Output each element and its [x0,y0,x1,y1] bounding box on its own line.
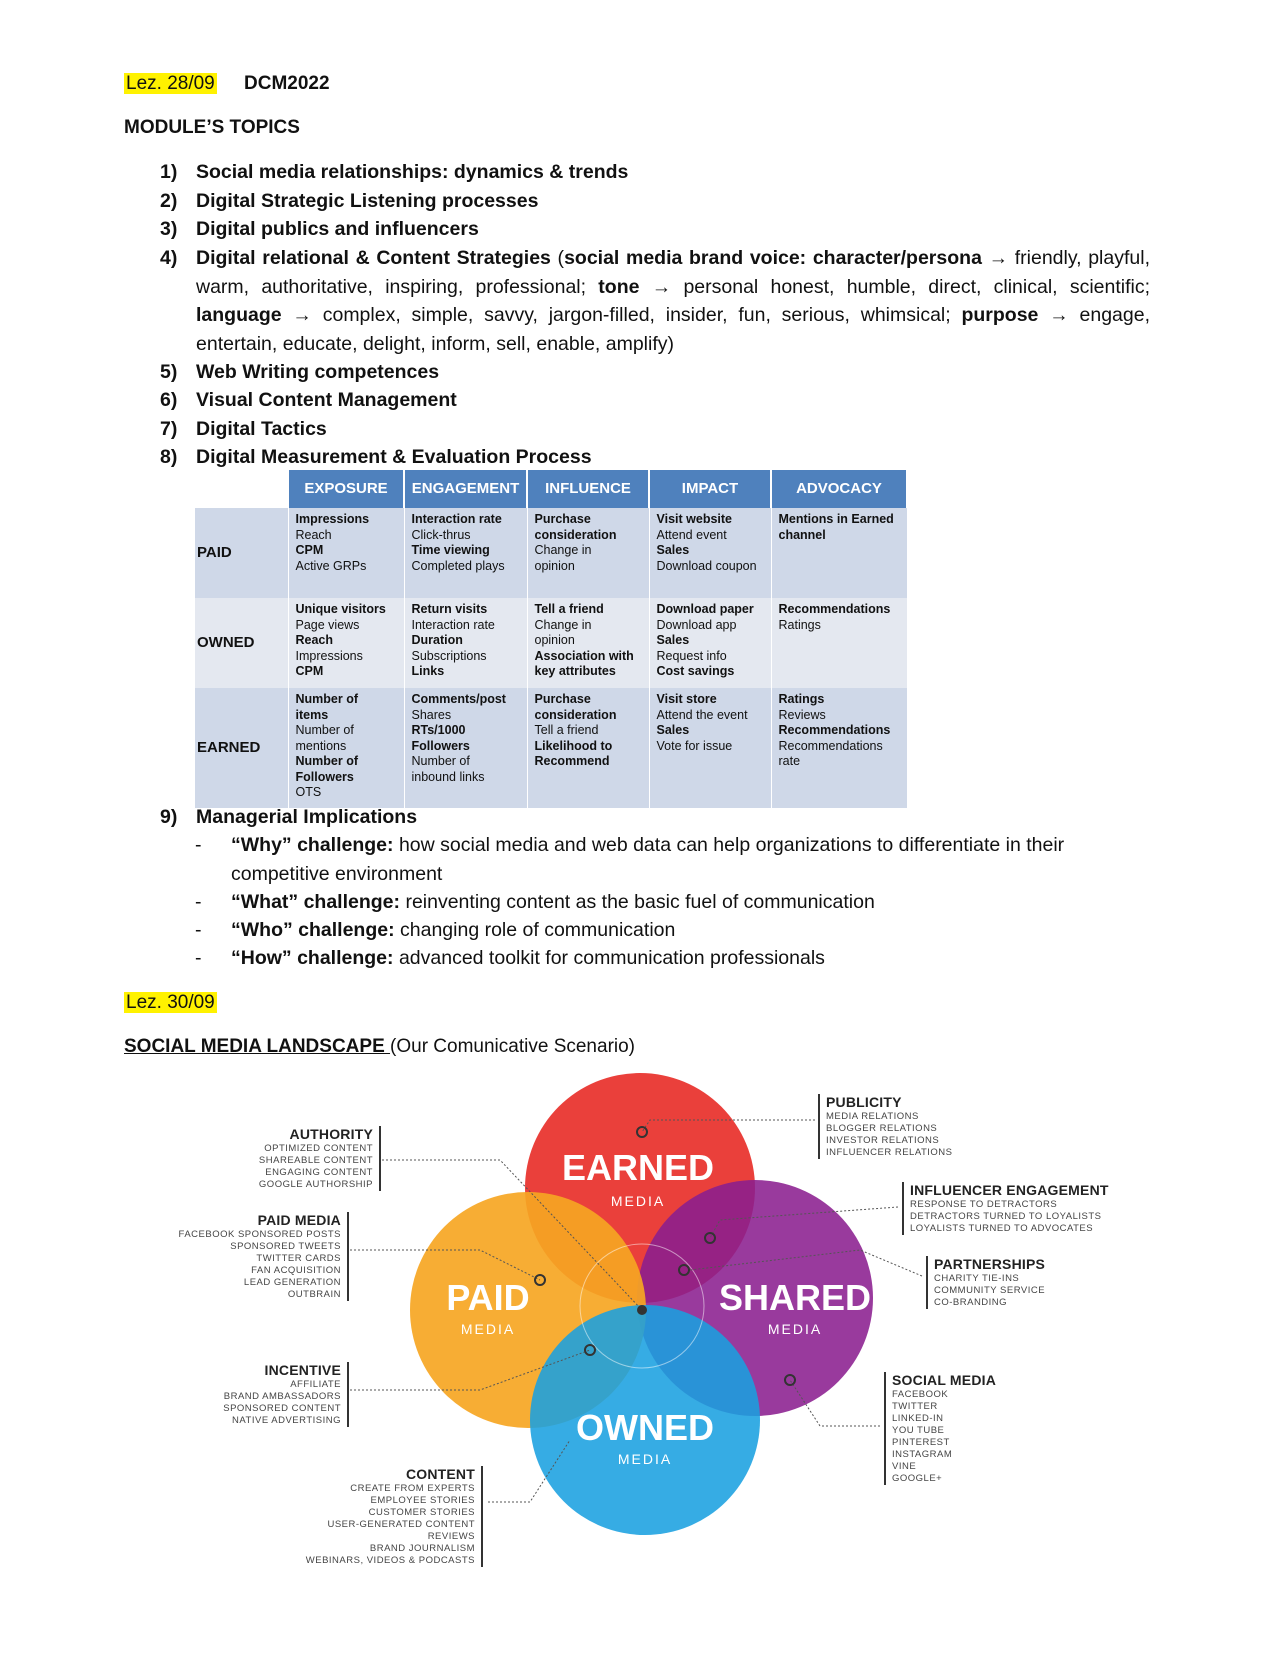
cell-line: items [295,707,329,722]
implication-item: - “Who” challenge: changing role of communication [195,919,676,941]
label-item: AFFILIATE [290,1379,341,1390]
label-title: PAID MEDIA [257,1212,341,1228]
column-header: EXPOSURE [288,470,404,508]
cell-line: Page views [295,617,360,632]
label-item: LOYALISTS TURNED TO ADVOCATES [910,1223,1094,1234]
cell-line: Association with [534,648,634,663]
cell-line: consideration [534,527,617,542]
topic-item: 2) Digital Strategic Listening processes [160,190,539,212]
label-authority [259,1126,381,1191]
label-title: SOCIAL MEDIA [892,1372,997,1388]
cell-line: Impressions [295,512,370,526]
cell-line: Duration [411,633,463,647]
cell-line: Shares [411,707,452,722]
label-incentive [223,1362,349,1427]
cell-line: Download paper [656,602,754,616]
column-header: ENGAGEMENT [404,470,527,508]
cell-line: Interaction rate [411,512,502,526]
column-header: IMPACT [649,470,771,508]
label-item: CO-BRANDING [934,1297,1008,1308]
label-item: ENGAGING CONTENT [265,1167,373,1178]
label-item: EMPLOYEE STORIES [370,1495,475,1506]
label-item: REVIEWS [427,1531,475,1542]
cell-line: Download coupon [656,558,757,573]
label-item: FACEBOOK SPONSORED POSTS [178,1229,341,1240]
topic-item: 4) Digital relational & Content Strategies (social media brand voice: character/persona → friendly, playful, warm, authoritative, inspiring, professional; tone → personal honest, humble, direct, clinical, scientific; language → complex, simple, savvy, jargon-filled, insider, fun, serious, whimsical; purpose → engage, entertain, educate, delight, inform, sell, enable, amplify) [160,247,1151,355]
label-item: FACEBOOK [892,1389,949,1400]
cell-line: Reviews [778,707,826,722]
topic-item: 9) Managerial Implications [160,806,418,828]
cell-line: Time viewing [411,543,490,557]
cell-line: consideration [534,707,617,722]
label-publicity [818,1094,952,1159]
cell-line: Visit store [656,692,717,706]
column-header: INFLUENCE [527,470,649,508]
label-item: WEBINARS, VIDEOS & PODCASTS [305,1555,475,1566]
label-item: SPONSORED TWEETS [230,1241,341,1252]
shared-title: SHARED [718,1277,872,1318]
cell-line: key attributes [534,664,616,678]
cell-line: Purchase [534,692,591,706]
cell-line: inbound links [411,769,485,784]
cell-line: Download app [656,617,737,632]
label-item: TWITTER CARDS [256,1253,341,1264]
cell-line: Comments/post [411,692,506,706]
label-item: NATIVE ADVERTISING [232,1415,341,1426]
label-content [306,1466,483,1567]
label-item: MEDIA RELATIONS [826,1111,919,1122]
cell-line: channel [778,527,826,542]
label-item: OUTBRAIN [287,1289,341,1300]
column-header: ADVOCACY [771,470,907,508]
row-header: PAID [195,508,288,598]
cell-line: CPM [295,543,324,557]
topic-item: 5) Web Writing competences [160,361,440,383]
cell-line: Reach [295,527,332,542]
label-item: SHAREABLE CONTENT [258,1155,373,1166]
cell-line: Unique visitors [295,602,386,616]
section-title: SOCIAL MEDIA LANDSCAPE (Our Comunicative Scenario) [124,1036,636,1057]
label-item: OPTIMIZED CONTENT [264,1143,373,1154]
implication-item: - “What” challenge: reinventing content as the basic fuel of communication [195,891,875,913]
cell-line: Active GRPs [295,558,367,573]
cell-line: Mentions in Earned [778,512,894,526]
cell-line: Number of [295,754,358,768]
label-item: DETRACTORS TURNED TO LOYALISTS [910,1211,1102,1222]
label-item: USER-GENERATED CONTENT [327,1519,475,1530]
cell-line: RTs/1000 [411,723,466,737]
owned-title: OWNED [576,1407,714,1448]
cell-line: rate [778,754,801,768]
cell-line: Tell a friend [534,602,604,616]
cell-line: Impressions [295,648,363,663]
label-title: PARTNERSHIPS [934,1256,1046,1272]
cell-line: Purchase [534,512,591,526]
row-header: EARNED [195,688,288,808]
cell-line: Tell a friend [534,723,599,737]
cell-line: Sales [656,543,690,557]
cell-line: Number of [295,723,354,737]
label-item: CUSTOMER STORIES [368,1507,475,1518]
label-partnerships [926,1256,1045,1309]
cell-line: Completed plays [411,558,505,573]
module-title: MODULE’S TOPICS [124,117,300,138]
cell-line: Change in [534,543,592,557]
earned-title: EARNED [561,1147,715,1188]
label-item: BRAND AMBASSADORS [223,1391,341,1402]
implication-item: - “Why” challenge: how social media and web data can help organizations to differentiate in their competitive environment [195,834,1065,885]
cell-line: Recommendations [778,738,883,753]
label-item: GOOGLE+ [892,1473,943,1484]
cell-line: CPM [295,664,324,678]
owned-sub: MEDIA [617,1451,673,1467]
label-item: VINE [892,1461,917,1472]
cell-line: Request info [656,648,727,663]
label-item: INSTAGRAM [892,1449,953,1460]
cell-line: Recommend [534,754,610,768]
label-item: CREATE FROM EXPERTS [350,1483,475,1494]
cell-line: Followers [295,769,354,784]
cell-line: Sales [656,633,690,647]
label-item: YOU TUBE [892,1425,945,1436]
cell-line: Recommendations [778,602,891,616]
row-header: OWNED [195,598,288,688]
label-item: LEAD GENERATION [243,1277,341,1288]
cell-line: Attend event [656,527,727,542]
cell-line: Links [411,664,445,678]
cell-line: Sales [656,723,690,737]
cell-line: Cost savings [656,664,735,678]
label-paid-media [179,1212,349,1301]
label-item: INFLUENCER RELATIONS [826,1147,953,1158]
label-item: BLOGGER RELATIONS [826,1123,938,1134]
label-title: AUTHORITY [289,1126,373,1142]
label-item: FAN ACQUISITION [251,1265,341,1276]
cell-line: Subscriptions [411,648,487,663]
cell-line: Number of [411,754,470,768]
topic-item: 7) Digital Tactics [160,418,327,440]
label-item: COMMUNITY SERVICE [934,1285,1046,1296]
label-item: SPONSORED CONTENT [223,1403,341,1414]
label-title: INCENTIVE [264,1362,341,1378]
label-title: PUBLICITY [826,1094,902,1110]
label-influencer-engagement [902,1182,1109,1235]
topic-item: 8) Digital Measurement & Evaluation Process [160,446,592,468]
topic-item: 1) Social media relationships: dynamics & trends [160,161,629,183]
label-item: PINTEREST [892,1437,950,1448]
topic-item: 3) Digital publics and influencers [160,218,479,240]
paid-title: PAID [446,1277,530,1318]
course-code: DCM2022 [244,73,330,94]
label-item: TWITTER [892,1401,938,1412]
cell-line: Return visits [411,602,488,616]
cell-line: opinion [534,558,575,573]
label-title: INFLUENCER ENGAGEMENT [910,1182,1109,1198]
label-item: BRAND JOURNALISM [369,1543,475,1554]
lecture-date: Lez. 30/09 [126,992,215,1013]
paid-sub: MEDIA [460,1321,516,1337]
cell-line: Likelihood to [534,738,613,753]
cell-line: Click-thrus [411,527,471,542]
earned-sub: MEDIA [610,1193,666,1209]
label-item: GOOGLE AUTHORSHIP [258,1179,373,1190]
cell-line: Change in [534,617,592,632]
cell-line: Attend the event [656,707,748,722]
cell-line: opinion [534,633,575,647]
label-item: CHARITY TIE-INS [934,1273,1020,1284]
cell-line: Number of [295,692,358,706]
cell-line: OTS [295,785,322,799]
topic-item: 6) Visual Content Management [160,389,457,411]
lecture-date: Lez. 28/09 [126,73,215,94]
shared-sub: MEDIA [767,1321,823,1337]
cell-line: Visit website [656,512,732,526]
cell-line: Recommendations [778,723,891,737]
label-item: LINKED-IN [892,1413,944,1424]
cell-line: Ratings [778,692,825,706]
label-title: CONTENT [405,1466,475,1482]
cell-line: Followers [411,738,470,753]
label-item: RESPONSE TO DETRACTORS [910,1199,1058,1210]
cell-line: Interaction rate [411,617,495,632]
label-item: INVESTOR RELATIONS [826,1135,940,1146]
label-social-media [884,1372,996,1485]
cell-line: Ratings [778,617,821,632]
cell-line: Vote for issue [656,738,733,753]
cell-line: mentions [295,738,347,753]
cell-line: Reach [295,633,334,647]
implication-item: - “How” challenge: advanced toolkit for communication professionals [195,947,825,969]
